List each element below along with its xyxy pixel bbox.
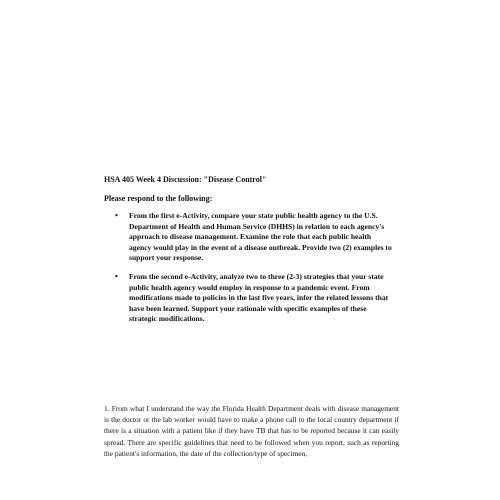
response-paragraph: 1. From what I understand the way the Florida Health Department deals with disease management is the doctor or the lab worker would have to make a phone call to the local country department if there is a situation with a patient like if they have TB that has to be reported because it can easily spread. There are specific guidelines that need to be followed when you report, such as reporting the patient's information, the date of the collection/type of specimen, xyxy=(104,404,399,458)
bullet-icon: • xyxy=(115,211,118,220)
prompt-text: From the second e-Activity, analyze two to three (2-3) strategies that your state public health agency would employ in response to a pandemic event. From modifications made to policies in the last five years, infer the related lessons that have been learned. Support your rationale with specific examples of these strategic modifications. xyxy=(129,271,389,324)
prompt-item xyxy=(104,272,394,325)
prompt-text: From the first e-Activity, compare your state public health agency to the U.S. Department of Health and Human Service (DHHS) in relation to each agency's approach to disease management. Examine the role that each public health agency would play in the event of a disease outbreak. Provide two (2) examples to support your response. xyxy=(129,211,392,263)
document-title: HSA 405 Week 4 Discussion: "Disease Control" xyxy=(104,175,267,184)
prompt-list xyxy=(104,211,394,333)
prompt-item xyxy=(104,211,394,264)
bullet-icon: • xyxy=(115,271,118,281)
instruction-text: Please respond to the following: xyxy=(104,194,213,203)
